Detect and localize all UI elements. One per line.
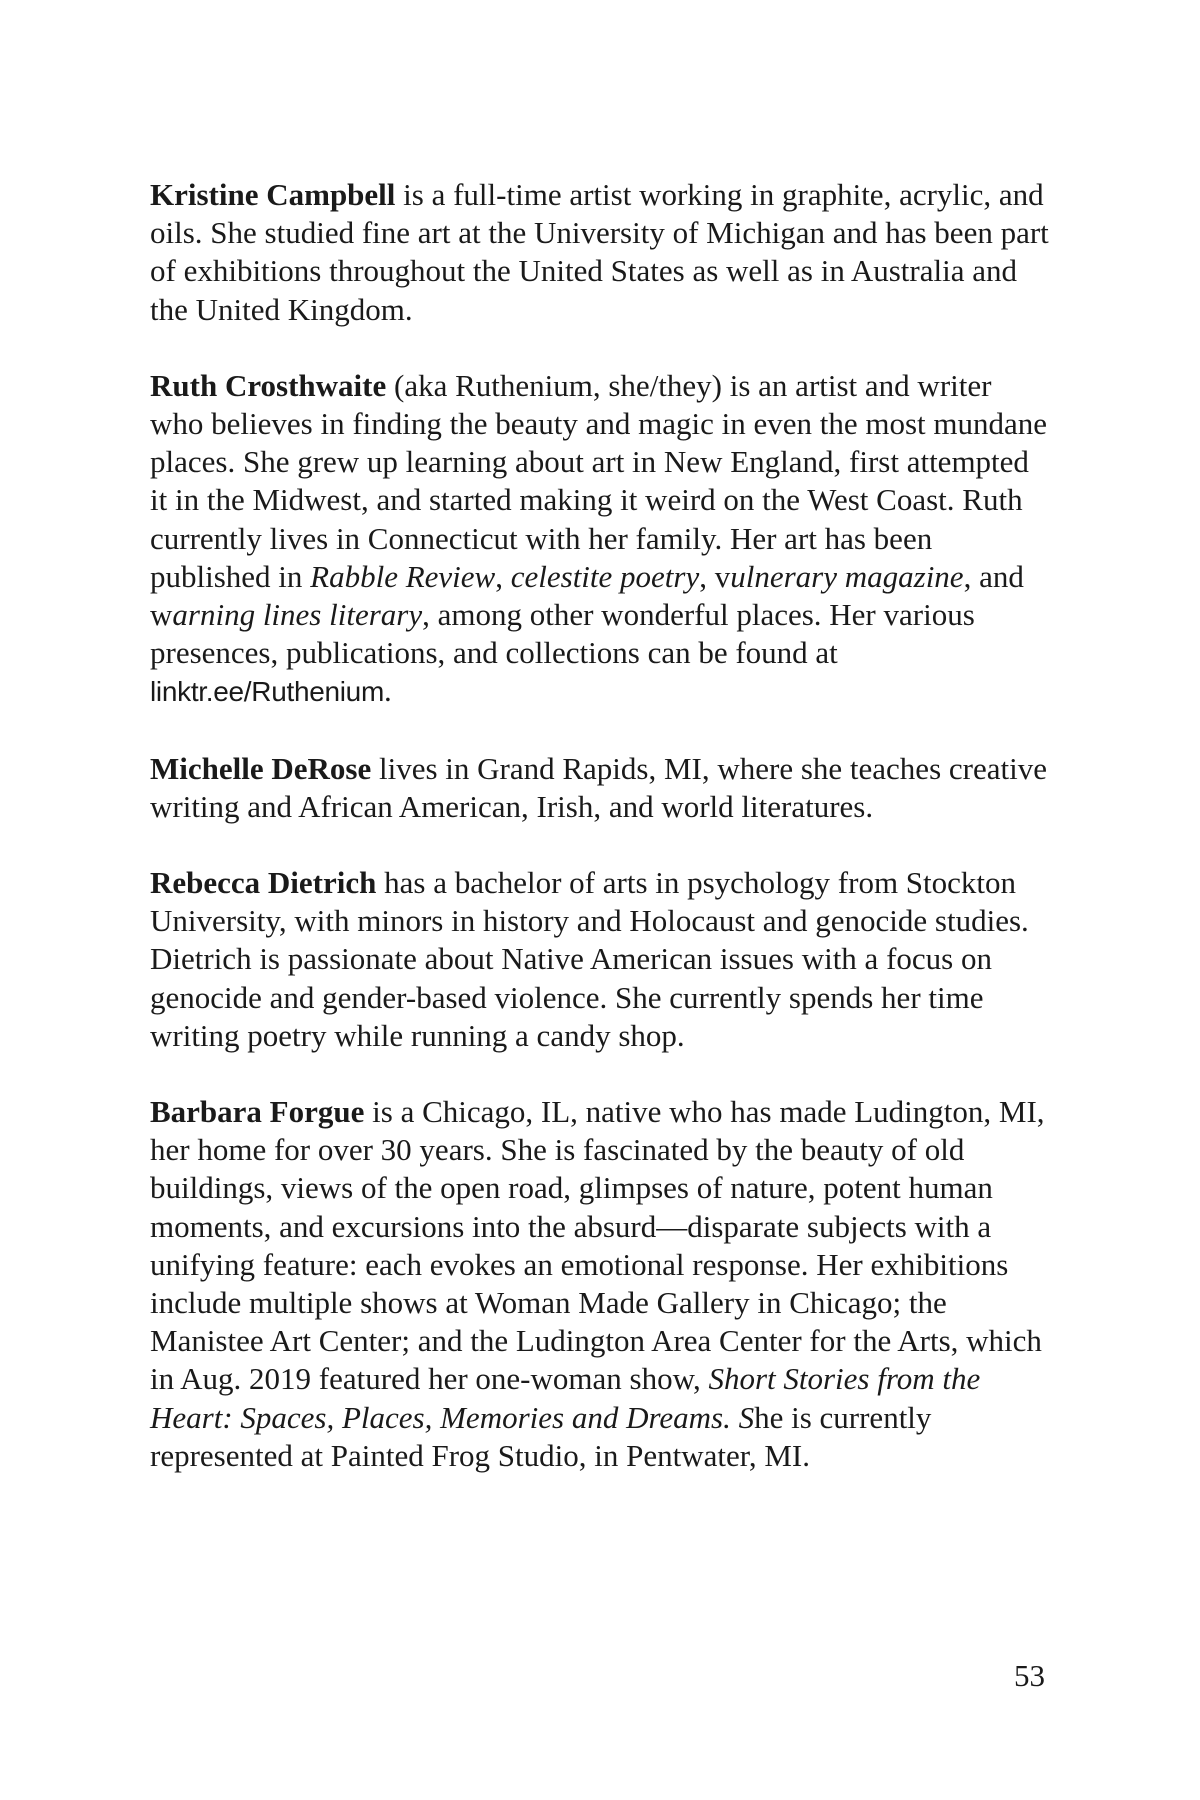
bio-name: Michelle DeRose	[150, 750, 372, 786]
bio-rebecca-dietrich	[150, 864, 1050, 1055]
publication-title: celestite poetry	[510, 558, 700, 594]
bio-ruth-crosthwaite	[150, 367, 1050, 712]
publication-title: arning lines literary	[172, 597, 423, 633]
bio-text: , among other wonderful places. Her various presences, publications, and collections can be found at	[150, 597, 975, 671]
publication-title: ulnerary magazine	[730, 558, 964, 594]
bio-text: , and w	[150, 558, 1024, 633]
bio-name: Kristine Campbell	[150, 177, 396, 212]
bio-text: , v	[699, 558, 731, 594]
bio-michelle-derose	[150, 750, 1050, 826]
bio-text: lives in Grand Rapids, MI, where she teaches creative writing and African American, Irish, and world literatures.	[150, 750, 1047, 824]
bio-text: .	[383, 673, 392, 709]
page-number: 53	[1014, 1658, 1045, 1693]
bio-text: is a full-time artist working in graphite, acrylic, and oils. She studied fine art at the University of Michigan and has been part of exhibitions throughout the United States as well as in Australia and the United Kingdom.	[150, 177, 1049, 327]
exhibition-title: Short Stories from the Heart: Spaces, Places, Memories and Dreams. S	[150, 1361, 981, 1435]
bio-kristine-campbell	[150, 176, 1050, 329]
bio-text: (aka Ruthenium, she/they) is an artist and writer who believes in finding the beauty and magic in even the most mundane places. She grew up learning about art in New England, first attempted it in the Midwest, and started making it weird on the West Coast. Ruth currently lives in Connecticut with her family. Her art has been published in	[150, 367, 1048, 594]
bio-text: is a Chicago, IL, native who has made Ludington, MI, her home for over 30 years. She is fascinated by the beauty of old buildings, views of the open road, glimpses of nature, potent human moments, and excursions into the absurd—disparate subjects with a unifying feature: each evokes an emotional response. Her exhibitions include multiple shows at Woman Made Gallery in Chicago; the Manistee Art Center; and the Ludington Area Center for the Arts, which in Aug. 2019 featured her one-woman show,	[150, 1094, 1045, 1397]
bio-name: Barbara Forgue	[150, 1094, 365, 1130]
bio-text: has a bachelor of arts in psychology from Stockton University, with minors in history and Holocaust and genocide studies. Dietrich is passionate about Native American issues with a focus on genocide and gender-based violence. She currently spends her time writing poetry while running a candy shop.	[150, 865, 1029, 1053]
bio-text: he is currently represented at Painted Frog Studio, in Pentwater, MI.	[150, 1399, 932, 1473]
publication-title: Rabble Review	[310, 558, 496, 594]
bio-name: Rebecca Dietrich	[150, 865, 377, 901]
bio-name: Ruth Crosthwaite	[150, 367, 387, 403]
contributor-bios	[150, 176, 1050, 1513]
bio-barbara-forgue	[150, 1093, 1050, 1475]
link-linktree[interactable]: linktr.ee/Ruthenium	[150, 676, 384, 708]
bio-text: ,	[495, 558, 511, 594]
